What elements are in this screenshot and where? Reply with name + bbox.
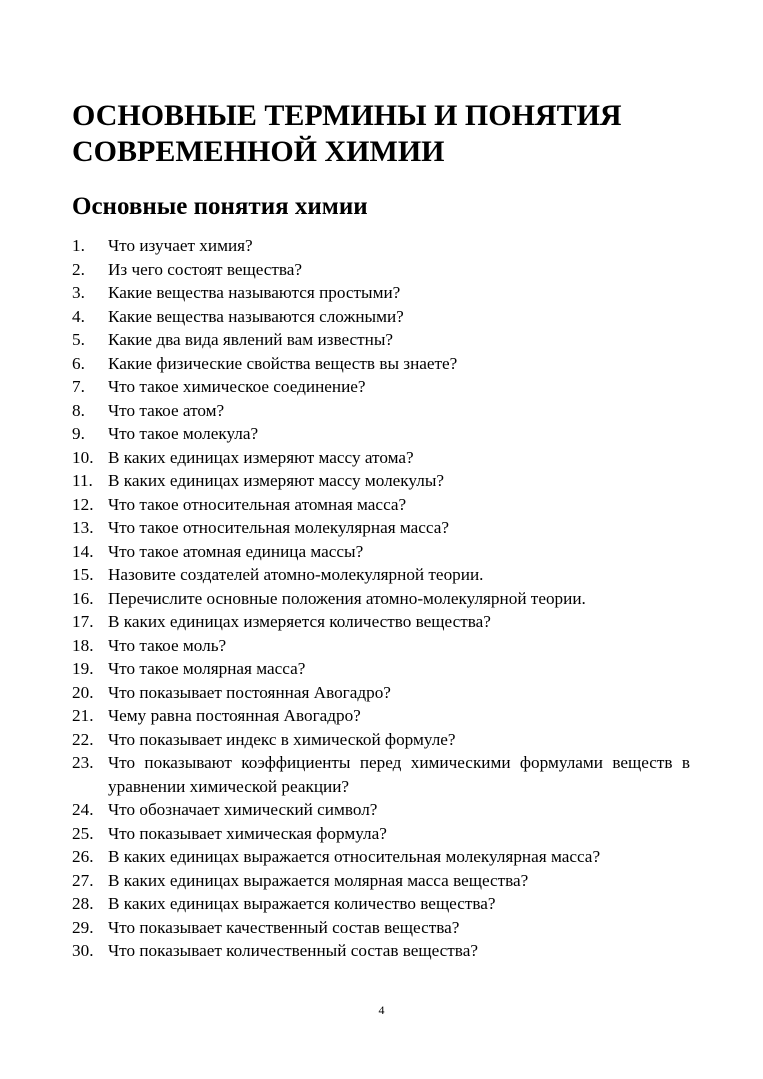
question-number: 17. [72, 612, 94, 631]
question-item [72, 328, 690, 352]
question-number: 23. [72, 753, 94, 772]
question-item [72, 657, 690, 681]
question-text: Что такое относительная атомная масса? [108, 494, 407, 514]
question-text: В каких единицах измеряется количество вещества? [108, 612, 491, 631]
question-number: 28. [72, 894, 94, 913]
question-item [72, 869, 690, 893]
question-item [72, 798, 690, 822]
question-text: Что такое молярная масса? [108, 659, 306, 678]
question-text: Что изучает химия? [108, 236, 253, 255]
question-number: 11. [72, 471, 93, 490]
question-item [72, 610, 690, 634]
page-number: 4 [378, 1003, 385, 1017]
question-number: 21. [72, 706, 94, 725]
question-number: 13. [72, 518, 94, 537]
question-item [72, 540, 690, 564]
question-text: Что показывают коэффициенты перед химическими формулами веществ в уравнении химической реакции? [108, 753, 690, 796]
question-text: В каких единицах выражается молярная масса вещества? [108, 870, 529, 890]
question-number: 14. [72, 541, 94, 561]
question-item [72, 352, 690, 376]
question-text: Какие вещества называются сложными? [108, 306, 404, 326]
question-number: 6. [72, 353, 85, 373]
question-number: 16. [72, 588, 94, 608]
section-title: Основные понятия химии [72, 193, 368, 220]
question-text: Что показывает химическая формула? [108, 823, 387, 843]
question-text: В каких единицах измеряют массу атома? [108, 447, 414, 467]
question-item [72, 681, 690, 705]
question-text: Что такое атом? [108, 400, 225, 420]
question-item [72, 422, 690, 446]
question-number: 10. [72, 447, 94, 467]
question-number: 12. [72, 494, 94, 514]
question-text: В каких единицах измеряют массу молекулы? [108, 471, 445, 490]
question-item [72, 751, 690, 798]
chapter-title [72, 98, 690, 170]
question-number: 25. [72, 823, 94, 843]
question-number: 7. [72, 377, 85, 396]
question-item [72, 892, 690, 916]
question-item [72, 822, 690, 846]
question-item [72, 704, 690, 728]
question-text: Что показывает индекс в химической формуле? [108, 729, 456, 749]
question-number: 20. [72, 682, 94, 702]
question-text: В каких единицах выражается относительная молекулярная масса? [108, 847, 601, 866]
page-content [72, 98, 690, 963]
question-item [72, 281, 690, 305]
question-text: Что такое химическое соединение? [108, 377, 366, 396]
question-number: 9. [72, 424, 85, 443]
question-item [72, 234, 690, 258]
question-item [72, 493, 690, 517]
question-item [72, 563, 690, 587]
question-text: Что такое относительная молекулярная масса? [108, 518, 450, 537]
question-item [72, 939, 690, 963]
question-number: 3. [72, 283, 85, 302]
question-text: Из чего состоят вещества? [108, 259, 303, 279]
question-number: 15. [72, 565, 94, 584]
question-item [72, 587, 690, 611]
question-number: 18. [72, 635, 94, 655]
question-item [72, 258, 690, 282]
question-item [72, 516, 690, 540]
question-text: Назовите создателей атомно-молекулярной теории. [108, 565, 484, 584]
question-item [72, 305, 690, 329]
question-text: Что такое моль? [108, 635, 227, 655]
question-text: В каких единицах выражается количество вещества? [108, 894, 496, 913]
question-text: Перечислите основные положения атомно-молекулярной теории. [108, 588, 586, 608]
chapter-title-line-2: СОВРЕМЕННОЙ ХИМИИ [72, 135, 445, 168]
question-item [72, 469, 690, 493]
question-text: Что показывает постоянная Авогадро? [108, 682, 391, 702]
question-number: 26. [72, 847, 94, 866]
question-item [72, 375, 690, 399]
question-number: 19. [72, 659, 94, 678]
question-text: Что такое молекула? [108, 424, 259, 443]
question-number: 29. [72, 917, 94, 937]
question-item [72, 845, 690, 869]
question-number: 30. [72, 941, 94, 960]
question-text: Что обозначает химический символ? [108, 800, 378, 819]
question-number: 27. [72, 870, 94, 890]
question-item [72, 399, 690, 423]
question-number: 8. [72, 400, 85, 420]
question-number: 24. [72, 800, 94, 819]
question-text: Какие вещества называются простыми? [108, 283, 401, 302]
question-number: 4. [72, 306, 85, 326]
question-item [72, 634, 690, 658]
question-text: Что показывает качественный состав вещества? [108, 917, 460, 937]
question-text: Что такое атомная единица массы? [108, 541, 364, 561]
question-number: 1. [72, 236, 85, 255]
question-item [72, 916, 690, 940]
question-text: Какие два вида явлений вам известны? [108, 330, 394, 349]
question-text: Что показывает количественный состав вещества? [108, 941, 478, 960]
question-item [72, 446, 690, 470]
question-text: Чему равна постоянная Авогадро? [108, 706, 361, 725]
question-text: Какие физические свойства веществ вы знаете? [108, 353, 458, 373]
question-number: 5. [72, 330, 85, 349]
chapter-title-line-1: ОСНОВНЫЕ ТЕРМИНЫ И ПОНЯТИЯ [72, 99, 622, 132]
question-number: 2. [72, 259, 85, 279]
question-item [72, 728, 690, 752]
question-number: 22. [72, 729, 94, 749]
question-list [72, 234, 690, 963]
